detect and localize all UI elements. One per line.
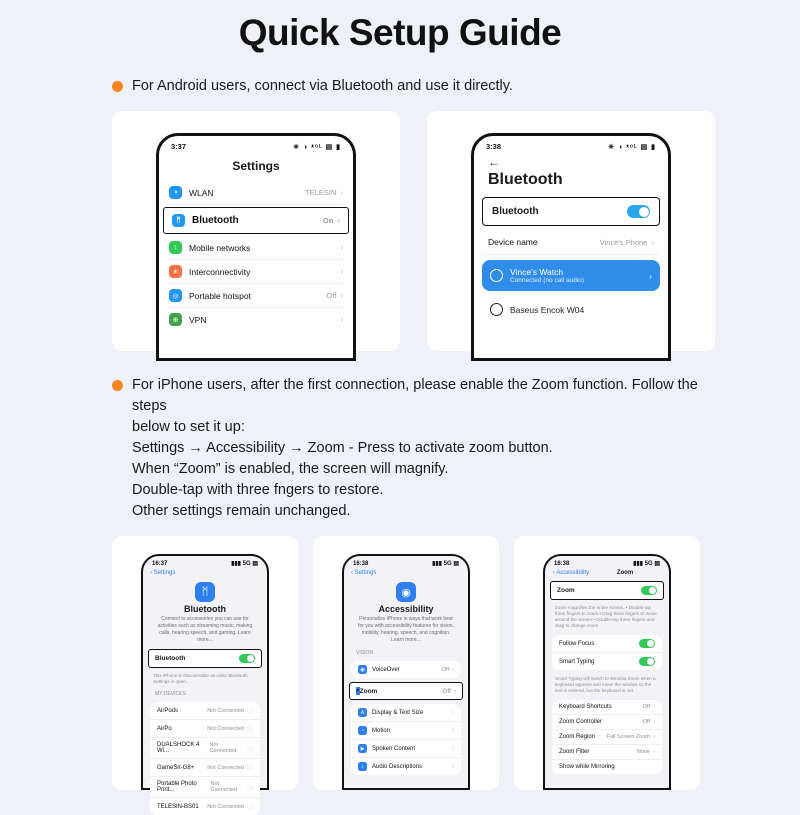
iphone-bluetooth-screen	[141, 554, 269, 811]
section-header: MY DEVICES	[155, 691, 186, 697]
iphone-zoom-screen	[543, 554, 671, 790]
signal-icon: ↕	[169, 241, 182, 254]
chevron-right-icon: ›	[653, 719, 655, 725]
settings-row-portable-hotspot[interactable]	[159, 284, 353, 307]
card-iphone-accessibility	[313, 536, 499, 790]
info-icon[interactable]: ⓘ	[246, 746, 253, 753]
status-time: 3:38	[486, 142, 502, 151]
row-value: TELESIN	[305, 188, 337, 197]
settings-row-follow-focus[interactable]	[552, 635, 662, 653]
back-button[interactable]: ‹ Accessibility	[553, 570, 590, 576]
zoom-icon: ⌕	[356, 687, 360, 694]
chevron-right-icon: ›	[452, 666, 454, 673]
row-value: Full Screen Zoom	[606, 734, 650, 740]
status-time: 16:38	[554, 560, 570, 567]
device-list-item[interactable]	[150, 702, 260, 720]
bluetooth-note: This iPhone is discoverable as white Bluetooth Settings is open.	[153, 673, 248, 684]
hotspot-icon: ◎	[169, 289, 182, 302]
accessibility-icon: ◉	[396, 582, 416, 602]
settings-row-bluetooth[interactable]	[163, 207, 349, 234]
my-devices-group	[150, 702, 260, 815]
row-label: Bluetooth	[155, 655, 186, 662]
status-bar	[344, 556, 468, 568]
iphone-accessibility-screen	[342, 554, 470, 790]
row-label: Motion	[372, 727, 391, 734]
step-android-text	[132, 76, 513, 97]
divider	[484, 254, 658, 255]
audio-descriptions-icon: ♪	[358, 762, 367, 771]
status-bar	[474, 136, 668, 153]
chevron-right-icon: ›	[340, 291, 343, 300]
chevron-right-icon: ›	[340, 267, 343, 276]
device-icon	[490, 303, 503, 316]
chevron-right-icon: ›	[340, 188, 343, 197]
chevron-right-icon: ›	[452, 763, 454, 770]
row-label: Bluetooth	[492, 206, 539, 217]
android-phone-settings	[156, 133, 356, 361]
card-android-settings	[112, 111, 400, 351]
device-status: Not Connected	[209, 742, 237, 754]
step-line: For Android users, connect via Bluetooth and use it directly.	[132, 78, 513, 94]
settings-row-interconnectivity[interactable]	[159, 260, 353, 283]
row-label: VoiceOver	[372, 666, 400, 673]
device-name-row[interactable]	[474, 230, 668, 254]
section-header: VISION	[356, 650, 373, 656]
hero-description: Personalize iPhone in ways that work best for you with accessibility features for vision, mobility, hearing, speech, and cognition. Learn more...	[358, 616, 454, 643]
nav-title: Zoom	[616, 570, 634, 576]
settings-row-zoom-controller[interactable]	[552, 715, 662, 730]
status-bar	[159, 136, 353, 153]
row-label: Mobile networks	[189, 242, 251, 253]
settings-title: Settings	[232, 159, 280, 173]
step-android	[112, 76, 712, 97]
settings-row-zoom-region[interactable]	[552, 730, 662, 745]
row-label: Audio Descriptions	[372, 763, 423, 770]
info-icon[interactable]: ⓘ	[246, 785, 253, 792]
device-name: TELESIN-BS01	[157, 803, 199, 810]
zoom-note: Zoom magnifies the entire screen. • Double-tap three fingers to zoom • Drag three fingers to move around the screen • Double-tap three fingers and drag to change zoom	[555, 605, 657, 628]
settings-row-motion[interactable]	[351, 722, 461, 740]
page-title: Quick Setup Guide	[238, 12, 562, 53]
smart-typing-note: Smart Typing will switch to Window Zoom when a keyboard appears and move the window so the text is entered, but the keyboard is not.	[555, 676, 656, 693]
status-icons: ▮▮▮ 5G ▤	[432, 561, 459, 567]
step-line: Double-tap with three fngers to restore.	[132, 482, 384, 498]
status-time: 16:38	[353, 560, 369, 567]
device-list-item[interactable]	[150, 798, 260, 815]
bluetooth-toggle-row[interactable]	[482, 197, 660, 226]
zoom-toggle[interactable]	[641, 586, 657, 595]
bluetooth-toggle[interactable]	[627, 205, 650, 218]
row-label: Follow Focus	[559, 640, 595, 647]
card-iphone-zoom	[514, 536, 700, 790]
card-android-bluetooth	[427, 111, 715, 351]
row-label: Zoom	[359, 687, 378, 695]
chevron-right-icon: ›	[340, 243, 343, 252]
bluetooth-hero	[143, 578, 267, 646]
settings-row-voiceover[interactable]	[351, 661, 461, 678]
device-name: Vince's Watch	[510, 267, 564, 277]
row-label: Zoom Controller	[559, 719, 603, 725]
device-status: Not Connected	[207, 725, 244, 732]
device-status: Connected (no call audio)	[510, 277, 585, 284]
device-status: Not Connected	[207, 707, 244, 714]
row-value: Vince's Phone	[599, 237, 648, 247]
chevron-right-icon: ›	[653, 749, 655, 755]
chevron-right-icon: ›	[337, 216, 340, 225]
device-list-item[interactable]	[150, 720, 260, 738]
step-iphone-text	[132, 375, 732, 522]
chevron-right-icon: ›	[653, 734, 655, 740]
row-label: Portable hotspot	[189, 290, 251, 301]
zoom-toggles-group	[552, 635, 662, 670]
row-value: Off	[326, 291, 337, 300]
row-value: Off	[441, 666, 449, 673]
settings-row-show-while-mirroring[interactable]	[552, 760, 662, 774]
back-icon[interactable]: ←	[488, 155, 500, 169]
chevron-right-icon: ›	[649, 270, 652, 281]
settings-row-spoken-content[interactable]	[351, 740, 461, 758]
spoken-content-icon: ▶	[358, 744, 367, 753]
info-icon[interactable]: ⓘ	[246, 709, 253, 715]
row-label: Spoken Content	[372, 745, 416, 752]
settings-row-audio-descriptions[interactable]	[351, 758, 461, 775]
zoom-toggle-row[interactable]	[550, 581, 664, 600]
chevron-right-icon: ›	[452, 727, 454, 734]
row-value: Off	[642, 704, 650, 710]
device-name: Baseus Encok W04	[510, 304, 585, 315]
voiceover-icon: ◉	[358, 665, 367, 674]
settings-row-zoom-filter[interactable]	[552, 745, 662, 760]
row-label: Display & Text Size	[372, 709, 424, 716]
row-label: WLAN	[189, 187, 214, 198]
chevron-right-icon: ›	[452, 745, 454, 752]
accessibility-hero	[344, 578, 468, 646]
motion-icon: ◔	[358, 726, 367, 735]
interconnectivity-icon: ✶	[169, 265, 182, 278]
display-text-icon: A	[358, 708, 367, 717]
row-value: None	[636, 749, 650, 755]
status-time: 3:37	[171, 142, 187, 151]
status-icons: ✳ ◑ ᵜᵒᴸ ▤ ▮	[293, 143, 341, 151]
hero-title: Accessibility	[378, 604, 434, 614]
bluetooth-title: Bluetooth	[488, 171, 563, 188]
device-name: GameSir-G8+	[157, 764, 195, 771]
back-button[interactable]: ‹ Settings	[351, 570, 377, 576]
row-label: VPN	[189, 314, 207, 325]
android-screenshot-cards	[112, 111, 800, 351]
step-line: below to set it up:	[132, 419, 245, 435]
row-label: Smart Typing	[559, 658, 595, 665]
row-label: Show while Mirroring	[559, 764, 615, 770]
divider	[169, 204, 343, 205]
bluetooth-icon: ᛗ	[195, 582, 215, 602]
row-label: Keyboard Shortcuts	[559, 704, 612, 710]
device-name: AirPo	[157, 725, 172, 732]
info-icon[interactable]: ⓘ	[246, 727, 253, 733]
device-icon	[490, 269, 503, 282]
vision-group	[351, 661, 461, 678]
bullet-icon	[112, 380, 123, 391]
back-button[interactable]: ‹ Settings	[150, 570, 176, 576]
row-value: Off	[442, 687, 451, 695]
iphone-screenshot-cards	[112, 536, 800, 811]
settings-row-vpn[interactable]	[159, 308, 353, 331]
row-value: Off	[642, 719, 650, 725]
zoom-options-group	[552, 700, 662, 774]
settings-row-keyboard-shortcuts[interactable]	[552, 700, 662, 715]
bluetooth-toggle[interactable]	[239, 654, 255, 663]
row-label: Interconnectivity	[189, 266, 251, 277]
bluetooth-icon: ᛗ	[172, 214, 185, 227]
chevron-right-icon: ›	[653, 704, 655, 710]
chevron-right-icon: ›	[651, 237, 654, 247]
device-name: DUALSHOCK 4 Wi...	[157, 742, 200, 754]
settings-row-display-text-size[interactable]	[351, 704, 461, 722]
step-iphone	[112, 375, 732, 522]
status-icons: ▮▮▮ 5G ▤	[231, 561, 258, 567]
row-label: Device name	[488, 237, 538, 247]
device-name: AirPods	[157, 707, 179, 714]
vision-group-2	[351, 704, 461, 775]
step-line: When “Zoom” is enabled, the screen will magnify.	[132, 461, 449, 477]
device-row[interactable]	[482, 260, 660, 291]
row-label: Zoom Region	[559, 734, 596, 740]
device-row[interactable]	[482, 296, 660, 323]
wifi-icon: ◑	[169, 186, 182, 199]
settings-row-mobile-networks[interactable]	[159, 236, 353, 259]
row-label: Zoom	[557, 587, 575, 594]
row-label: Bluetooth	[192, 215, 239, 226]
device-name: Portable Photo Print...	[157, 781, 197, 793]
android-phone-bluetooth	[471, 133, 671, 361]
status-icons: ✳ ◑ ᵜᵒᴸ ▤ ▮	[608, 143, 656, 151]
device-list-item[interactable]	[150, 759, 260, 777]
step-line: Settings → Accessibility → Zoom - Press to activate zoom button.	[132, 440, 553, 456]
device-list-item[interactable]	[150, 738, 260, 759]
status-bar	[143, 556, 267, 568]
settings-row-zoom[interactable]	[349, 682, 463, 700]
device-status: Not Connected	[207, 764, 244, 771]
vpn-icon: ⊕	[169, 313, 182, 326]
status-time: 16:37	[152, 560, 168, 567]
chevron-right-icon: ›	[340, 315, 343, 324]
step-line: Other settings remain unchanged.	[132, 503, 351, 519]
hero-title: Bluetooth	[184, 604, 226, 614]
settings-row-wlan[interactable]	[159, 181, 353, 204]
smart-typing-toggle[interactable]	[639, 657, 655, 666]
card-iphone-bluetooth	[112, 536, 298, 811]
device-status: Not Connected	[207, 803, 244, 810]
hero-description: Connect to accessories you can use for activities such as streaming music, making calls, hearing speech, and gaming. Learn more...	[157, 616, 253, 643]
info-icon[interactable]: ⓘ	[246, 766, 253, 772]
device-list-item[interactable]	[150, 777, 260, 798]
step-line: For iPhone users, after the first connection, please enable the Zoom function. Follow the steps	[132, 377, 698, 414]
nav-bar	[545, 568, 669, 578]
chevron-right-icon: ›	[452, 709, 454, 716]
follow-focus-toggle[interactable]	[639, 639, 655, 648]
bluetooth-toggle-row[interactable]	[148, 649, 262, 668]
row-label: Zoom Filter	[559, 749, 590, 755]
bullet-icon	[112, 81, 123, 92]
chevron-right-icon: ›	[453, 687, 456, 695]
info-icon[interactable]: ⓘ	[246, 805, 253, 811]
status-icons: ▮▮▮ 5G ▤	[633, 561, 660, 567]
device-status: Not Connected	[210, 781, 238, 793]
status-bar	[545, 556, 669, 568]
settings-row-smart-typing[interactable]	[552, 653, 662, 670]
row-value: On	[322, 216, 334, 225]
